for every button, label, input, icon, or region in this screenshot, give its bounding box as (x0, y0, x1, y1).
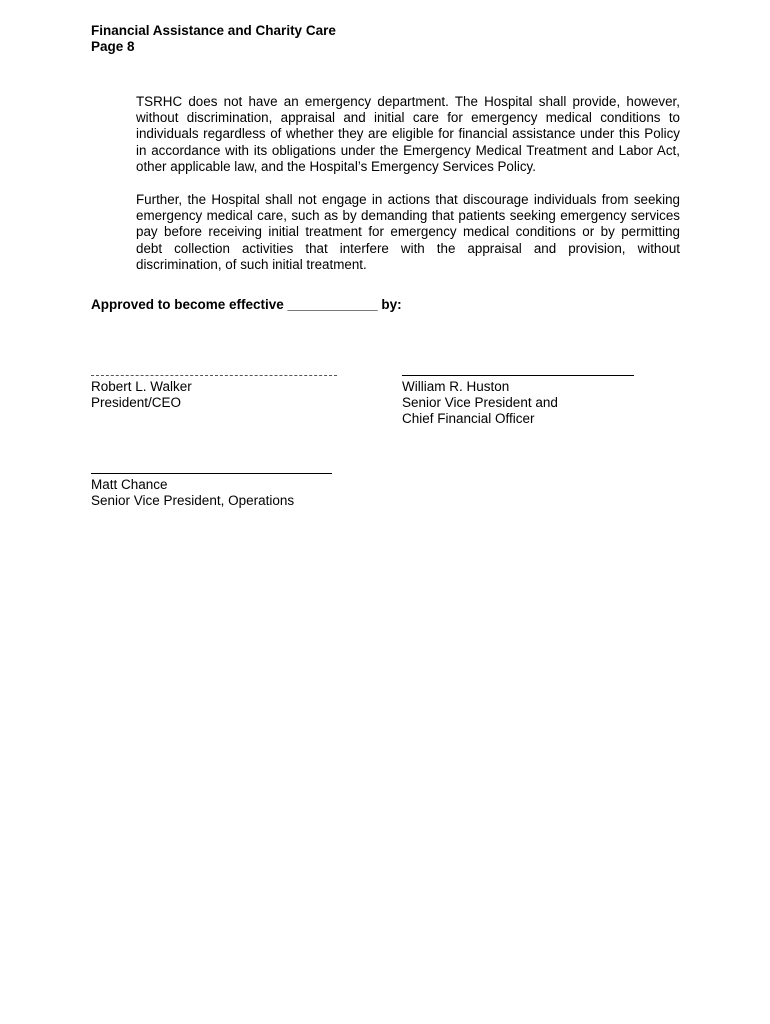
signer-title-line2: Chief Financial Officer (402, 411, 535, 426)
page-header (91, 23, 336, 55)
signer-name: Matt Chance (91, 477, 168, 492)
signature-line (91, 375, 337, 376)
signature-line (91, 473, 332, 474)
signature-block-cfo (402, 375, 634, 427)
signer-title: Senior Vice President, Operations (91, 493, 295, 508)
signature-block-operations (91, 473, 332, 509)
signature-block-ceo (91, 375, 337, 411)
signer-name: William R. Huston (402, 379, 510, 394)
signer-title: President/CEO (91, 395, 182, 410)
paragraph-no-discouragement: Further, the Hospital shall not engage in actions that discourage individuals from seeking emergency medical care, such as by demanding that patients seeking emergency services pay before receiving initial treatment for emergency medical conditions or by permitting debt collection activities that interfere with the appraisal and provision, without discrimination, of such initial treatment. (136, 192, 680, 272)
signer-title-line1: Senior Vice President and (402, 395, 558, 410)
document-title: Financial Assistance and Charity Care (91, 23, 336, 38)
signature-line (402, 375, 634, 376)
signer-name: Robert L. Walker (91, 379, 192, 394)
approval-statement: Approved to become effective ____________ by: (91, 297, 402, 312)
page-number: Page 8 (91, 39, 135, 54)
paragraph-emergency-department: TSRHC does not have an emergency department. The Hospital shall provide, however, without discrimination, appraisal and initial care for emergency medical conditions to individuals regardless of whether they are eligible for financial assistance under this Policy in accordance with its obligations under the Emergency Medical Treatment and Labor Act, other applicable law, and the Hospital’s Emergency Services Policy. (136, 94, 680, 174)
